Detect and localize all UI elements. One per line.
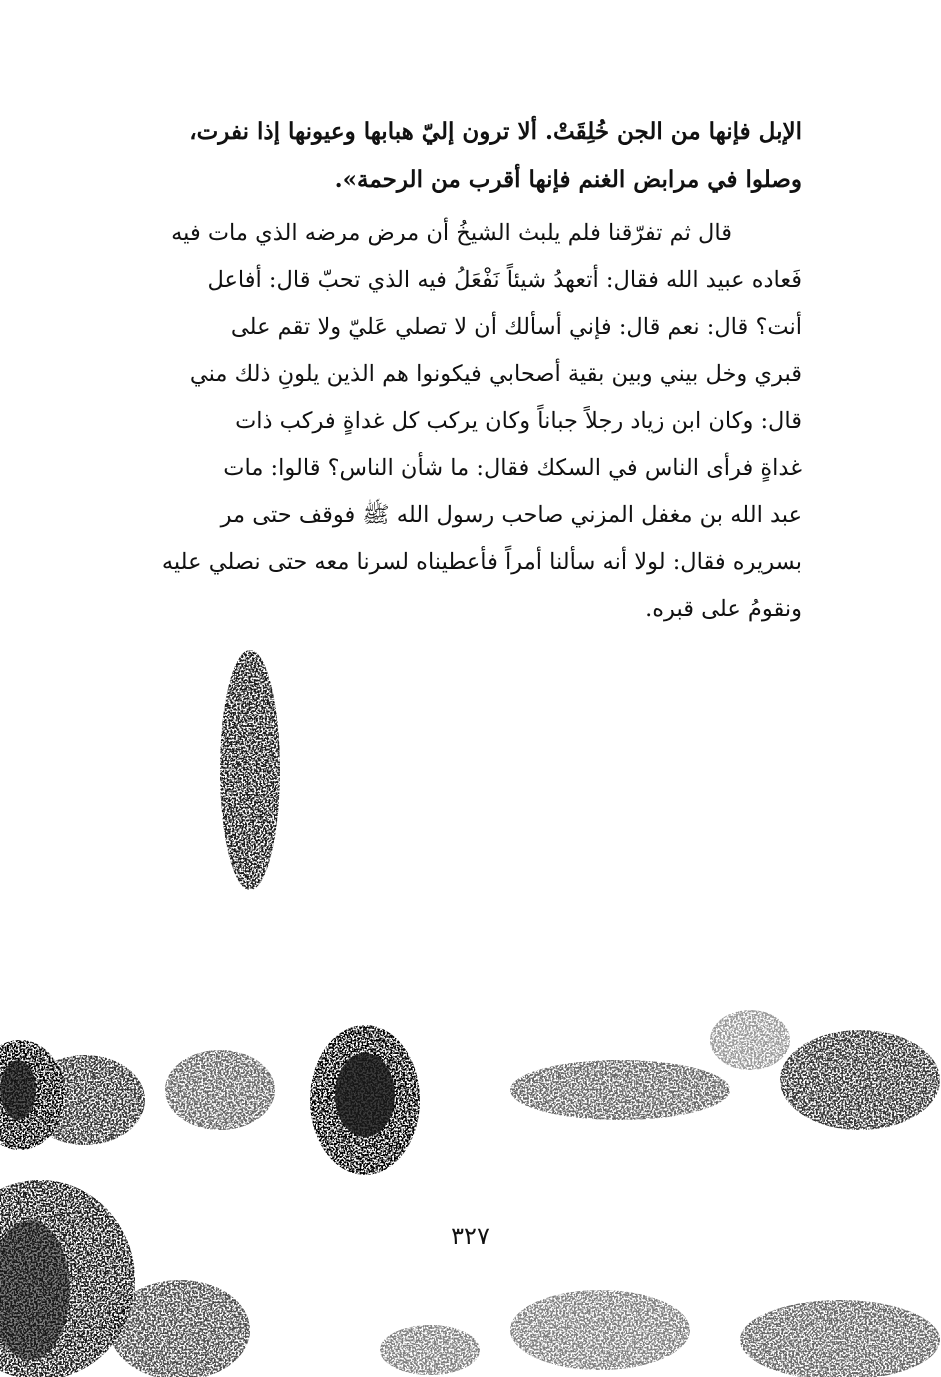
paragraph-line-5: قال: وكان ابن زياد رجلاً جباناً وكان يركب كل غداةٍ فركب ذات [235,408,802,434]
page-number: ٣٢٧ [451,1222,490,1250]
paragraph-line-2: فَعاده عبيد الله فقال: أتعهدُ شيئاً نَفْعَلُ فيه الذي تحبّ قال: أفاعل [207,267,802,293]
paragraph-line-3: أنت؟ قال: نعم قال: فإني أسألك أن لا تصلي عَليّ ولا تقم على [230,314,802,340]
paragraph-line-4: قبري وخل بيني وبين بقية أصحابي فيكونوا هم الذين يلونِ ذلك مني [189,361,802,387]
paragraph-line-9: ونقومُ على قبره. [645,596,802,622]
paragraph-line-7: عبد الله بن مغفل المزني صاحب رسول الله ﷺ فوقف حتى مر [220,502,802,528]
paragraph-line-6: غداةٍ فرأى الناس في السكك فقال: ما شأن الناس؟ قالوا: مات [223,455,802,481]
quote-line-1: الإبل فإنها من الجن خُلِقَتْ. ألا ترون إليّ هبابها وعيونها إذا نفرت، [189,118,802,145]
paragraph-line-1: قال ثم تفرّقنا فلم يلبث الشيخُ أن مرض مرضه الذي مات فيه [171,220,732,246]
scan-noise [0,640,941,1377]
quote-line-2: وصلوا في مرابض الغنم فإنها أقرب من الرحمة». [334,166,802,193]
paragraph-line-8: بسريره فقال: لولا أنه سألنا أمراً فأعطيناه لسرنا معه حتى نصلي عليه [161,549,802,575]
hadith-quote [142,108,802,204]
narrative-paragraph [142,210,802,633]
